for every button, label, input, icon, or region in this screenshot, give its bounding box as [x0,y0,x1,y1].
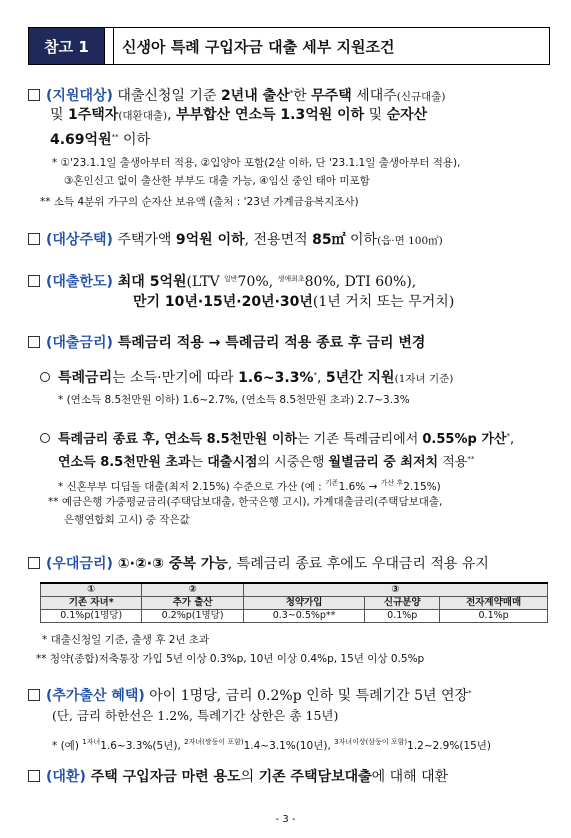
target-line-3: 4.69억원** 이하 [50,132,151,148]
checkbox-icon [28,770,40,782]
table-row: 기존 자녀* 추가 출산 청약가입 신규분양 전자계약매매 [41,597,548,610]
target-note-3: ** 소득 4분위 가구의 순자산 보유액 (출처 : '23년 가계금융복지조사) [40,196,359,208]
checkbox-icon [28,89,40,101]
checkbox-icon [28,557,40,569]
page-number: - 3 - [275,814,296,825]
table-row: 0.1%p(1명당) 0.2%p(1명당) 0.3~0.5%p** 0.1%p 0.1%p [41,610,548,623]
house-line: (대상주택) 주택가액 9억원 이하, 전용면적 85㎡ 이하(읍·면 100㎡) [28,231,443,250]
reference-tag: 참고 1 [29,28,105,64]
rate-sub-2-line-1: 특례금리 종료 후, 연소득 8.5천만원 이하는 기존 특례금리에서 0.55%p 가산*, [40,427,514,449]
pref-note-2: ** 청약(종합)저축통장 가입 5년 이상 0.3%p, 10년 이상 0.4%p, 15년 이상 0.5%p [36,653,425,665]
bullet-circle-icon [40,372,50,382]
checkbox-icon [28,233,40,245]
extra-birth-line: (추가출산 혜택) 아이 1명당, 금리 0.2%p 인하 및 특례기간 5년 연장* [28,684,472,705]
rate-sub-2-line-2: 연소득 8.5천만원 초과는 대출시점의 시중은행 월별금리 중 최저치 적용** [58,455,475,470]
checkbox-icon [28,689,40,701]
rate-sub-2-note-1: * 신혼부부 디딤돌 대출(최저 2.15%) 수준으로 가산 (예 : $^{기존}$1.6% → $^{가산 후}$2.15%) [58,479,441,493]
pref-rate-line: (우대금리) ①·②·③ 중복 가능, 특례금리 종료 후에도 우대금리 적용 유지 [28,555,489,573]
page-title: 신생아 특례 구입자금 대출 세부 지원조건 [113,28,549,64]
checkbox-icon [28,275,40,287]
limit-line-2: 만기 10년·15년·20년·30년(1년 거치 또는 무거치) [133,294,455,310]
pref-note-1: * 대출신청일 기준, 출생 후 2년 초과 [42,634,210,646]
target-line-2: 및 1주택자(대환대출), 부부합산 연소득 1.3억원 이하 및 순자산 [50,107,428,123]
rate-sub-1: 특례금리는 소득·만기에 따라 1.6~3.3%*, 5년간 지원(1자녀 기준) [40,366,453,388]
target-note-2: ③혼인신고 없이 출산한 부부도 대출 가능, ④임신 중인 태아 미포함 [64,175,370,187]
checkbox-icon [28,336,40,348]
limit-line-1: (대출한도) 최대 5억원(LTV $^{일반}$70%, $^{생애최초}$80%, DTI 60%), [28,270,416,291]
refinance-line: (대환) 주택 구입자금 마련 용도의 기존 주택담보대출에 대해 대환 [28,768,448,786]
extra-birth-note: * (예) $^{1자녀}$1.6~3.3%(5년), $^{2자녀(쌍둥이 포함)}$1.4~3.1%(10년), $^{3자녀이상(삼둥이 포함)}$1.2~2.9%(15년) [52,738,492,752]
bullet-circle-icon [40,433,50,443]
rate-sub-1-note: * (연소득 8.5천만원 이하) 1.6~2.7%, (연소득 8.5천만원 초과) 2.7~3.3% [58,394,410,406]
rate-sub-2-note-3: 은행연합회 고시) 중 작은값 [64,514,190,526]
target-note-1: * ①'23.1.1일 출생아부터 적용, ②입양아 포함(2살 이하, 단 '23.1.1일 출생아부터 적용), [52,157,461,169]
table-row: ① ② ③ [41,583,548,597]
extra-birth-sub: (단, 금리 하한선은 1.2%, 특례기간 상한은 총 15년) [52,708,339,723]
rate-line: (대출금리) 특례금리 적용 → 특례금리 적용 종료 후 금리 변경 [28,334,425,352]
pref-rate-table [40,582,548,623]
section-header [28,27,550,65]
target-line-1: (지원대상) 대출신청일 기준 2년내 출산*한 무주택 세대주(신규대출) [28,84,446,106]
rate-sub-2-note-2: ** 예금은행 가중평균금리(주택담보대출, 한국은행 고시), 가계대출금리(주택담보대출, [48,496,443,508]
